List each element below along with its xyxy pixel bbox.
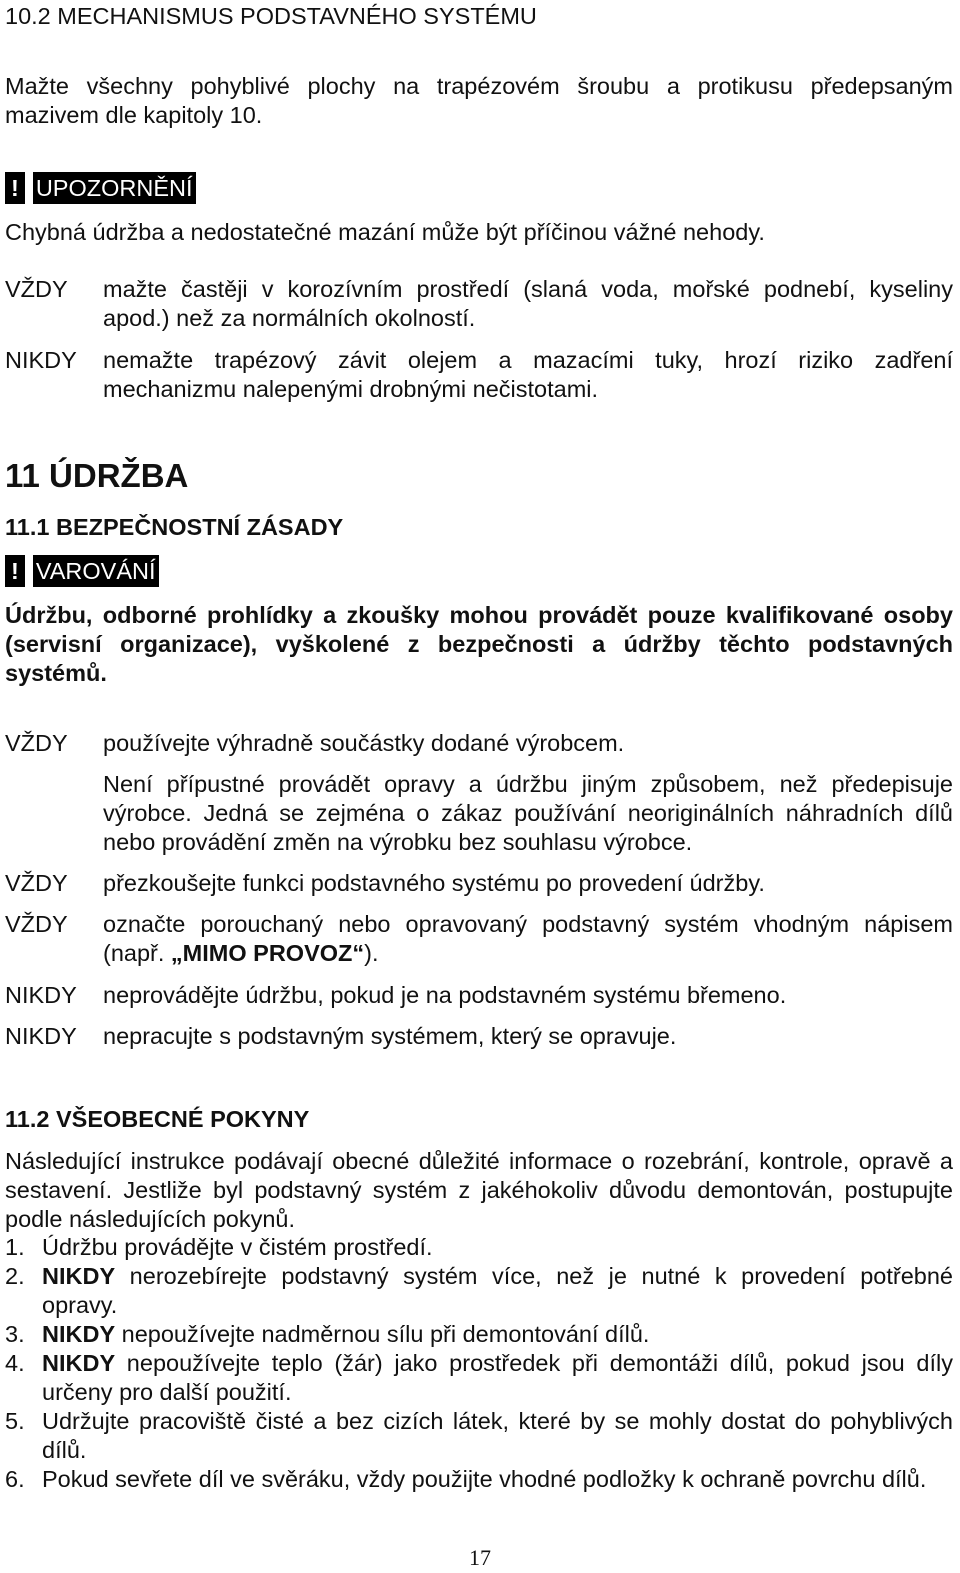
list-item-text: Pokud sevřete díl ve svěráku, vždy použijte vhodné podložky k ochraně povrchu dílů. [42, 1466, 927, 1492]
rule-row [5, 346, 953, 404]
list-item-text: nepoužívejte nadměrnou sílu při demontování dílů. [115, 1321, 650, 1347]
rule-row [5, 275, 953, 333]
section-title-11-1: 11.1 BEZPEČNOSTNÍ ZÁSADY [5, 514, 344, 540]
rule-row [5, 729, 953, 758]
rule-keyword: NIKDY [5, 982, 77, 1008]
list-item-text: nerozebírejte podstavný systém více, než je nutné k provedení potřebné opravy. [42, 1263, 953, 1318]
list-item-number: 6. [5, 1466, 25, 1492]
warning-heading-upozorneni [5, 172, 196, 204]
rule-keyword: NIKDY [5, 347, 77, 373]
warning-heading-varovani [5, 555, 159, 587]
rule-text [103, 910, 953, 968]
section-title-11-2: 11.2 VŠEOBECNÉ POKYNY [5, 1106, 310, 1132]
safety-warning-text: Údržbu, odborné prohlídky a zkoušky mohou provádět pouze kvalifikované osoby (servisní organizace), vyškolené z bezpečnosti a údržby těchto podstavných systémů. [5, 602, 953, 686]
list-item [5, 1262, 953, 1320]
list-item-keyword: NIKDY [42, 1321, 116, 1347]
list-item [5, 1407, 953, 1465]
list-item-number: 2. [5, 1263, 25, 1289]
rule-text: používejte výhradně součástky dodané výrobcem. [103, 730, 625, 756]
general-instructions-list [5, 1233, 953, 1494]
list-item [5, 1465, 953, 1494]
rule-keyword: NIKDY [5, 1023, 77, 1049]
rule-text: přezkoušejte funkci podstavného systému po provedení údržby. [103, 870, 765, 896]
rule-row [5, 1022, 953, 1051]
rule-text: mažte častěji v korozívním prostředí (slaná voda, mořské podnebí, kyseliny apod.) než za normálních okolností. [103, 276, 953, 331]
warning-exclamation-icon: ! [5, 172, 25, 204]
list-item-text: Údržbu provádějte v čistém prostředí. [42, 1234, 433, 1260]
rule-keyword: VŽDY [5, 870, 68, 896]
rule-text: Není přípustné provádět opravy a údržbu jiným způsobem, než předepisuje výrobce. Jedná se zejména o zákaz používání neoriginálních náhradních dílů nebo provádění změn na výrobku bez souhlasu výrobce. [103, 771, 953, 855]
rule-text: nepracujte s podstavným systémem, který se opravuje. [103, 1023, 677, 1049]
rule-keyword: VŽDY [5, 911, 68, 937]
rule-keyword: VŽDY [5, 730, 68, 756]
warning-label: UPOZORNĚNÍ [33, 172, 196, 204]
rule-row [5, 869, 953, 898]
rule-keyword: VŽDY [5, 276, 68, 302]
page-number: 17 [469, 1545, 491, 1570]
chapter-title-11: 11 ÚDRŽBA [5, 457, 189, 494]
warning-exclamation-icon: ! [5, 555, 25, 587]
list-item-text: Udržujte pracoviště čisté a bez cizích látek, které by se mohly dostat do pohyblivých dílů. [42, 1408, 953, 1463]
list-item-keyword: NIKDY [42, 1263, 116, 1289]
list-item-keyword: NIKDY [42, 1350, 116, 1376]
list-item [5, 1320, 953, 1349]
list-item [5, 1349, 953, 1407]
mimo-provoz-label: „MIMO PROVOZ“ [170, 940, 365, 966]
rule-row [5, 770, 953, 857]
general-instructions-intro: Následující instrukce podávají obecné důležité informace o rozebrání, kontrole, opravě a sestavení. Jestliže byl podstavný systém z jakéhokoliv důvodu demontován, postupujte podle následujících pokynů. [5, 1148, 953, 1232]
warning-label: VAROVÁNÍ [33, 555, 159, 587]
section-title-10-2: 10.2 MECHANISMUS PODSTAVNÉHO SYSTÉMU [5, 3, 537, 29]
rule-row [5, 910, 953, 968]
rule-text: nemažte trapézový závit olejem a mazacími tuky, hrozí riziko zadření mechanizmu nalepenými drobnými nečistotami. [103, 347, 953, 402]
list-item-number: 5. [5, 1408, 25, 1434]
list-item-number: 4. [5, 1350, 25, 1376]
rule-text: neprovádějte údržbu, pokud je na podstavném systému břemeno. [103, 982, 787, 1008]
warning-text: Chybná údržba a nedostatečné mazání může být příčinou vážné nehody. [5, 219, 765, 245]
rule-row [5, 981, 953, 1010]
list-item-text: nepoužívejte teplo (žár) jako prostředek při demontáži dílů, pokud jsou díly určeny pro další použití. [42, 1350, 953, 1405]
rule-text-part: ). [364, 940, 379, 966]
lubrication-intro: Mažte všechny pohyblivé plochy na trapézovém šroubu a protikusu předepsaným mazivem dle kapitoly 10. [5, 73, 953, 128]
list-item [5, 1233, 953, 1262]
rule-text-part: označte porouchaný nebo opravovaný podstavný systém vhodným nápisem (např. [103, 911, 953, 966]
list-item-number: 3. [5, 1321, 25, 1347]
list-item-number: 1. [5, 1234, 25, 1260]
